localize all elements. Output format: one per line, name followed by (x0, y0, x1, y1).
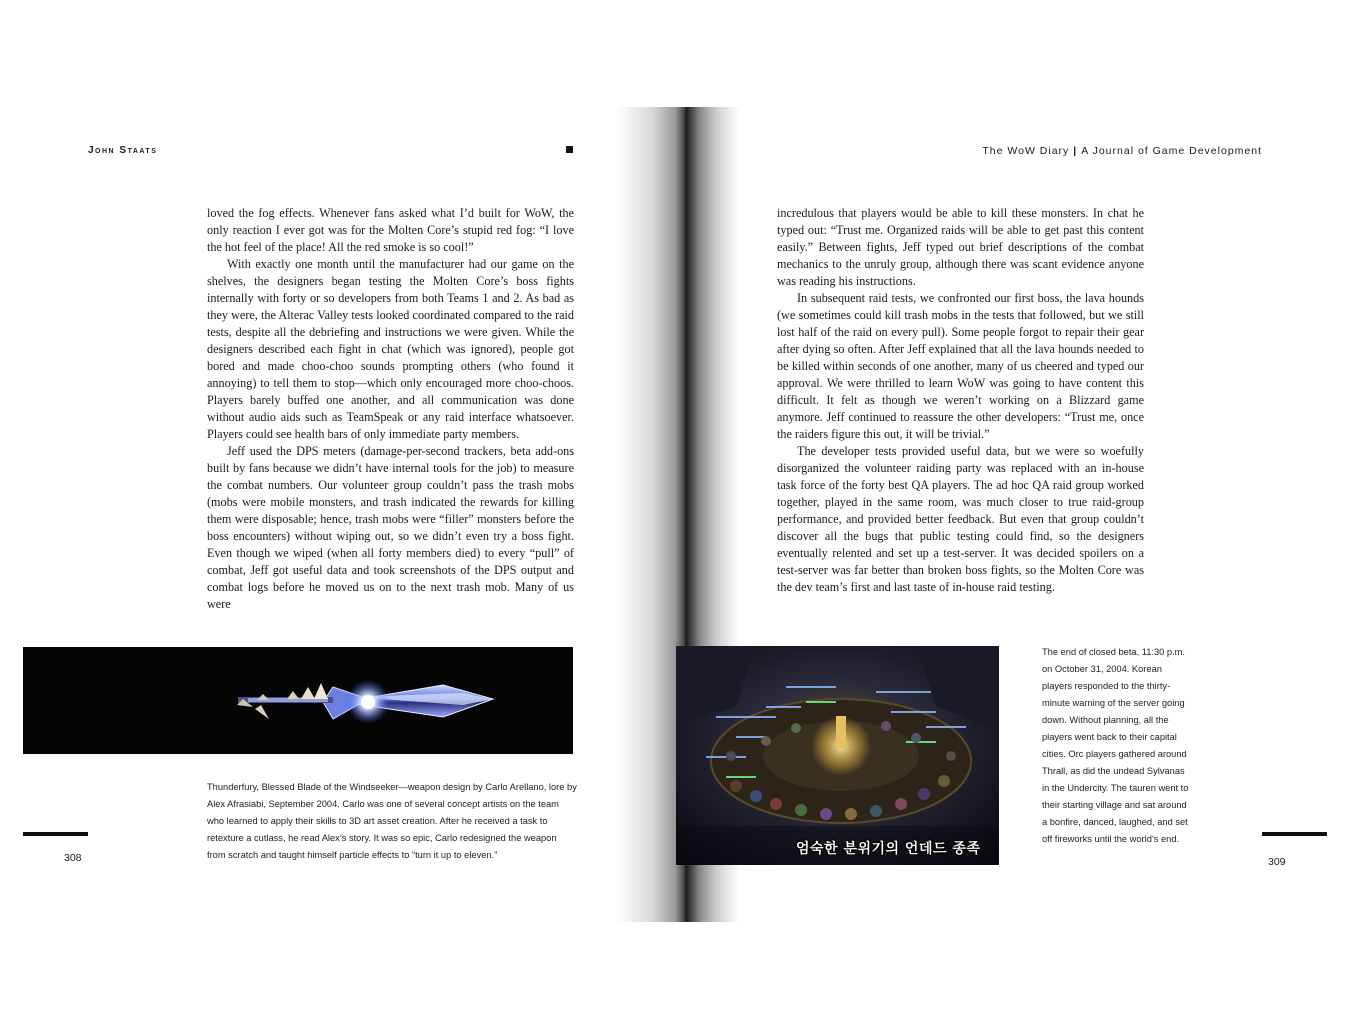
right-body-text (777, 205, 1144, 596)
paragraph: Jeff used the DPS meters (damage-per-second trackers, beta add-ons built by fans because we didn’t have internal tools for the job) to measure the combat numbers. Our volunteer group couldn’t pass the trash mobs (mobs were mobile monsters, and trash indicated the rewards for killing them were disposable; hence, trash mobs were “filler” monsters before the boss encounters) without wiping out, so we didn’t even try a boss fight. Even though we wiped (when all forty members died) to every “pull” of combat, Jeff got useful data and took screenshots of the DPS output and combat logs before he moved us on to the next trash mob. Many of us were (207, 444, 574, 611)
running-head-author: John Staats (88, 145, 158, 156)
square-ornament (566, 146, 573, 153)
left-folio-rule (23, 832, 88, 836)
sword-caption: Thunderfury, Blessed Blade of the Windseeker—weapon design by Carlo Arellano, lore by Alex Afrasiabi, September 2004. Carlo was one of several concept artists on the team who learned to apply their skills to 3D art asset creation. After he received a task to retexture a cutlass, he read Alex’s story. It was so epic, Carlo redesigned the weapon from scratch and taught himself particle effects to “turn it up to eleven.” (207, 782, 577, 860)
screenshot-korean-caption: 엄숙한 분위기의 언데드 종족 (796, 841, 981, 857)
paragraph: The developer tests provided useful data, but we were so woefully disorganized the volunteer raiding party was replaced with an in-house task force of the forty best QA players. The ad hoc QA raid group worked together, played in the same room, was much closer to true raid-group performance, and provided better feedback. But even that group couldn’t discover all the bugs that public testing could find, so the designers eventually relented and set up a test-server. It was decided spoilers on a test-server was far better than broken boss fights, so the Molten Core was the dev team’s first and last taste of in-house raid testing. (777, 444, 1144, 594)
running-head-book-title (982, 145, 1262, 157)
title-separator: | (1073, 145, 1078, 157)
book-subtitle: A Journal of Game Development (1081, 145, 1262, 157)
paragraph: incredulous that players would be able to kill these monsters. In chat he typed out: “Trust me. Organized raids will be able to get past this content easily.” Between fights, Jeff typed out brief descriptions of the combat mechanics to the unruly group, although there was scant evidence anyone was reading his instructions. (777, 206, 1144, 288)
page-number-left: 308 (64, 852, 82, 864)
book-title: The WoW Diary (982, 145, 1070, 157)
thunderfury-sword-image (23, 647, 573, 754)
left-body-text (207, 205, 574, 613)
paragraph: With exactly one month until the manufacturer had our game on the shelves, the designers began testing the Molten Core’s boss fights internally with forty or so developers from both Teams 1 and 2. As bad as they were, the Alterac Valley tests looked coordinated compared to the raid tests, despite all the debriefing and instructions we were given. While the designers described each fight in chat (which was ignored), people got bored and made choo-choo sounds prompting others (who found it annoying) to tell them to stop—which only encouraged more choo-choos. Players barely buffed one another, and all communication was done without audio aids such as TeamSpeak or any raid interface whatsoever. Players could see health bars of only immediate party members. (207, 257, 574, 441)
page-number-right: 309 (1268, 856, 1286, 868)
korean-players-screenshot (676, 646, 999, 865)
paragraph: In subsequent raid tests, we confronted our first boss, the lava hounds (we sometimes could kill trash mobs in the tests that followed, but we still lost half of the raid on every pull). Some people forgot to repair their gear after dying so often. After Jeff explained that all the lava hounds needed to be killed within seconds of one another, many of us cheered and typed our approval. We were thrilled to learn WoW was going to have content this difficult. It felt as though we weren’t working on a Blizzard game anymore. Jeff continued to reassure the other developers: “Trust me, once the raiders figure this out, it will be trivial.” (777, 291, 1144, 441)
right-folio-rule (1262, 832, 1327, 836)
screenshot-caption: The end of closed beta, 11:30 p.m. on October 31, 2004. Korean players responded to the thirty-minute warning of the server going down. Without planning, all the players went back to their capital cities. Orc players gathered around Thrall, as did the undead Sylvanas in the Undercity. The tauren went to their starting village and sat around a bonfire, danced, laughed, and set off fireworks until the world’s end. (1042, 647, 1189, 844)
paragraph: loved the fog effects. Whenever fans asked what I’d built for WoW, the only reaction I ever got was for the Molten Core’s stupid red fog: “I love the hot feel of the place! All the red smoke is so cool!” (207, 206, 574, 254)
